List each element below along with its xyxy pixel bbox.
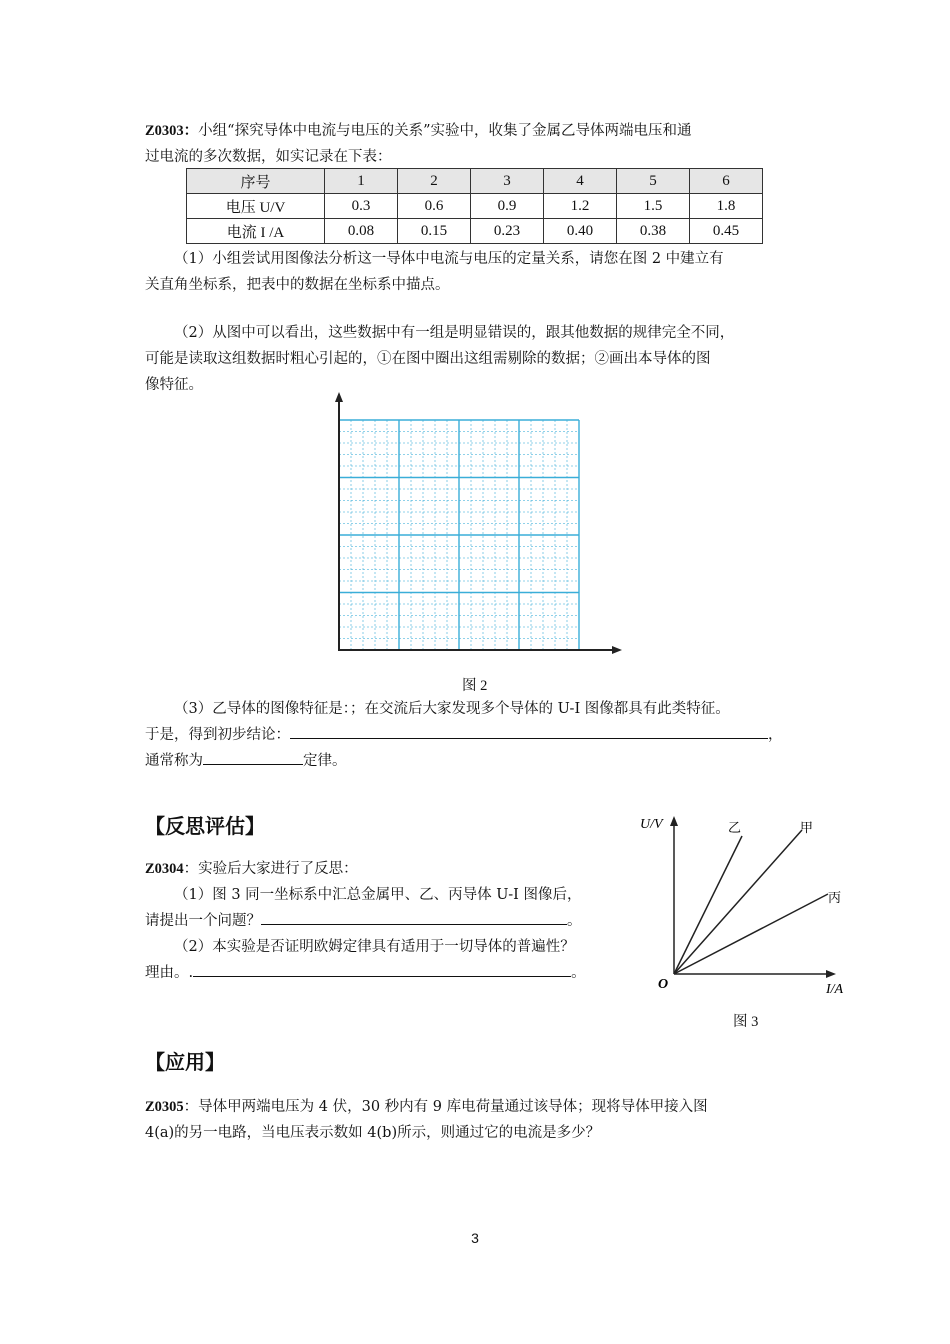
figure-caption: 图 2 xyxy=(462,678,488,694)
text-line: 定律。 xyxy=(303,753,347,769)
table-cell: 0.08 xyxy=(325,219,398,244)
text-line: （2）本实验是否证明欧姆定律具有适用于一切导体的普遍性？ xyxy=(174,939,575,955)
table-cell: 0.40 xyxy=(544,219,617,244)
intro-line: 过电流的多次数据，如实记录在下表： xyxy=(145,149,392,165)
table-cell: 0.15 xyxy=(398,219,471,244)
page-number: 3 xyxy=(471,1230,479,1246)
text-line: 理由。. xyxy=(145,965,194,981)
question-id: Z0304 xyxy=(145,861,184,877)
section-heading: 【应用】 xyxy=(145,1050,225,1074)
line-bing xyxy=(674,894,828,974)
text-line: （1）小组尝试用图像法分析这一导体中电流与电压的定量关系，请您在图 2 中建立有 xyxy=(174,251,724,267)
table-header-cell: 序号 xyxy=(187,169,325,194)
table-row xyxy=(187,219,763,244)
y-axis-arrow-icon xyxy=(670,816,678,826)
table-header-cell: 6 xyxy=(690,169,763,194)
table-header-cell: 3 xyxy=(471,169,544,194)
punctuation: ， xyxy=(768,727,783,743)
section-heading: 【反思评估】 xyxy=(145,814,265,838)
line-label-bing: 丙 xyxy=(828,891,842,906)
intro-line: 小组“探究导体中电流与电压的关系”实验中，收集了金属乙导体两端电压和通 xyxy=(198,123,692,139)
origin-label: O xyxy=(658,977,669,992)
question-id: Z0305 xyxy=(145,1099,184,1115)
x-axis-arrow-icon xyxy=(826,970,836,978)
table-header-cell: 4 xyxy=(544,169,617,194)
data-table xyxy=(186,168,763,244)
q0304 xyxy=(145,856,586,986)
text-line: （2）从图中可以看出，这些数据中有一组是明显错误的，跟其他数据的规律完全不同， xyxy=(174,325,735,341)
table-cell: 0.3 xyxy=(325,194,398,219)
text-line: 可能是读取这组数据时粗心引起的，①在图中圈出这组需剔除的数据；②画出本导体的图 xyxy=(145,351,711,367)
answer-blank[interactable] xyxy=(203,750,303,765)
text-line: 于是，得到初步结论： xyxy=(145,727,290,743)
table-cell: 0.45 xyxy=(690,219,763,244)
table-cell: 1.8 xyxy=(690,194,763,219)
line-label-yi: 乙 xyxy=(728,821,742,836)
text-line: 请提出一个问题？ xyxy=(145,913,261,929)
q0303-part2 xyxy=(145,320,734,398)
q0305 xyxy=(145,1094,708,1146)
text-line: 像特征。 xyxy=(145,377,203,393)
line-jia xyxy=(674,830,802,974)
answer-blank[interactable] xyxy=(261,910,567,925)
text-line: （3）乙导体的图像特征是：；在交流后大家发现多个导体的 U-I 图像都具有此类特征。 xyxy=(174,701,730,717)
grid-paper-figure xyxy=(328,392,628,664)
punctuation: 。 xyxy=(571,965,586,981)
text-line: 通常称为 xyxy=(145,753,203,769)
punctuation: 。 xyxy=(567,913,582,929)
answer-blank[interactable] xyxy=(290,724,768,739)
intro-line: ：实验后大家进行了反思： xyxy=(183,861,358,877)
table-cell: 0.6 xyxy=(398,194,471,219)
answer-blank[interactable] xyxy=(193,962,571,977)
x-axis-arrow-icon xyxy=(612,646,622,654)
q0303-part3 xyxy=(145,696,783,774)
figure-caption: 图 3 xyxy=(733,1014,759,1030)
line-label-jia: 甲 xyxy=(800,821,814,836)
text-line: ：导体甲两端电压为 4 伏，30 秒内有 9 库电荷量通过该导体；现将导体甲接入图 xyxy=(183,1099,708,1115)
table-cell: 0.23 xyxy=(471,219,544,244)
table-header-row xyxy=(187,169,763,194)
text-line: 4(a)的另一电路，当电压表示数如 4(b)所示，则通过它的电流是多少？ xyxy=(145,1125,601,1141)
ui-graph-figure xyxy=(630,808,850,998)
table-cell: 电流 I /A xyxy=(187,219,325,244)
text-line: 关直角坐标系，把表中的数据在坐标系中描点。 xyxy=(145,277,450,293)
table-cell: 0.38 xyxy=(617,219,690,244)
q0303-part1 xyxy=(145,246,724,298)
table-cell: 0.9 xyxy=(471,194,544,219)
table-row xyxy=(187,194,763,219)
table-header-cell: 1 xyxy=(325,169,398,194)
x-axis-label: I/A xyxy=(826,982,844,997)
question-id: Z0303： xyxy=(145,123,199,139)
table-header-cell: 5 xyxy=(617,169,690,194)
y-axis-arrow-icon xyxy=(335,392,343,402)
table-header-cell: 2 xyxy=(398,169,471,194)
table-cell: 1.2 xyxy=(544,194,617,219)
text-line: （1）图 3 同一坐标系中汇总金属甲、乙、丙导体 U-I 图像后， xyxy=(174,887,582,903)
line-yi xyxy=(674,836,742,974)
q0303-intro xyxy=(145,118,692,170)
table-cell: 电压 U/V xyxy=(187,194,325,219)
table-cell: 1.5 xyxy=(617,194,690,219)
y-axis-label: U/V xyxy=(640,817,663,832)
